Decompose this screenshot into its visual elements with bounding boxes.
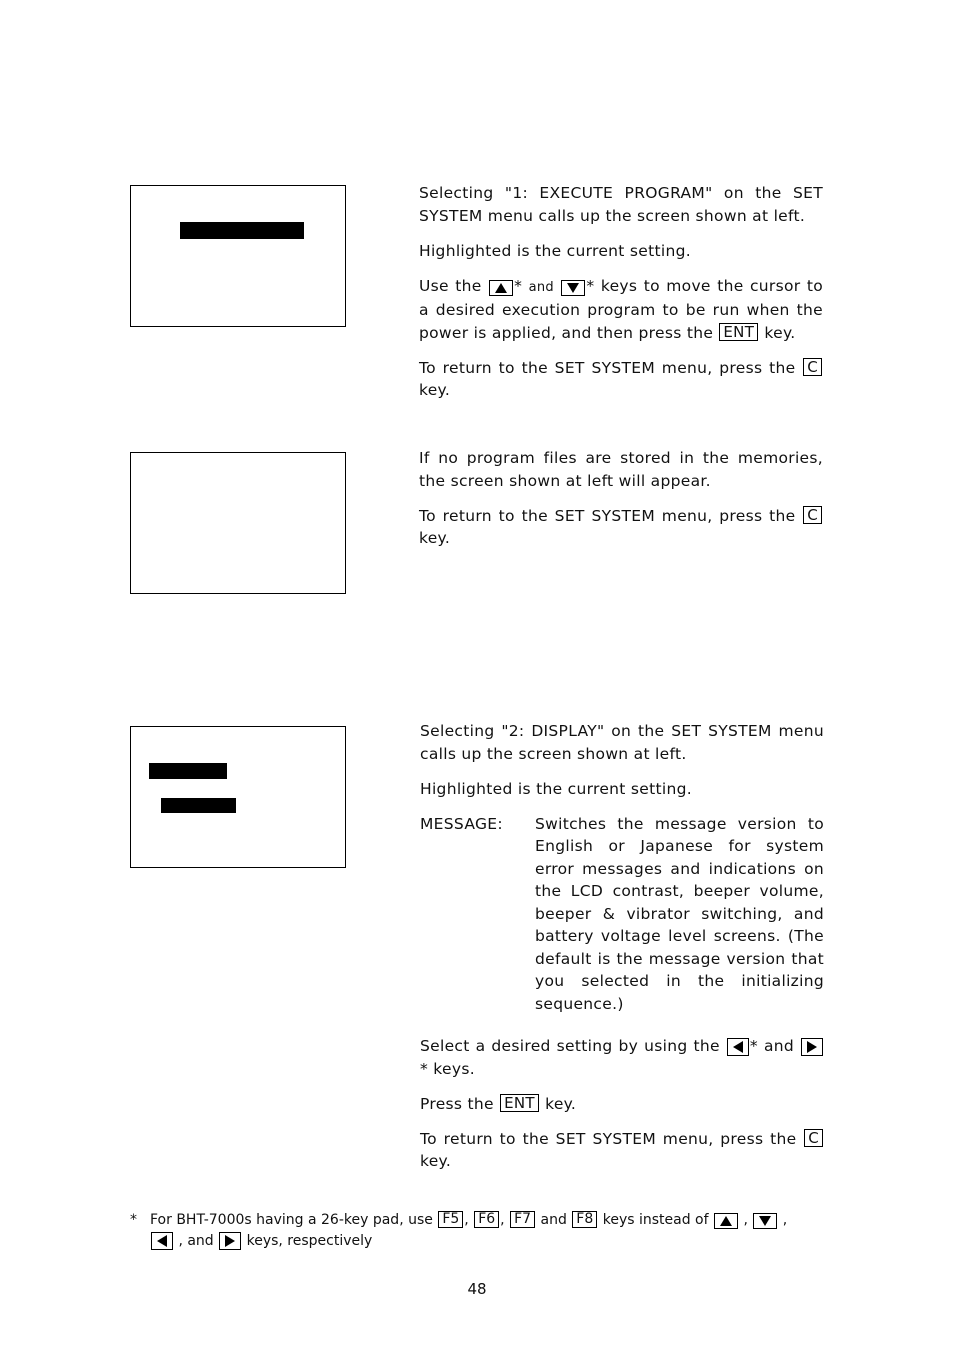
paragraph: Highlighted is the current setting. bbox=[420, 779, 692, 798]
right-arrow-key-icon bbox=[801, 1038, 823, 1056]
paragraph: If no program files are stored in the memories, the screen shown at left will appear. bbox=[419, 449, 823, 490]
left-arrow-key-icon bbox=[727, 1038, 749, 1056]
f8-key: F8 bbox=[572, 1211, 597, 1228]
section-display bbox=[420, 720, 824, 1185]
c-key: C bbox=[803, 358, 822, 376]
ent-key: ENT bbox=[719, 323, 758, 341]
page-number: 48 bbox=[467, 1280, 487, 1298]
paragraph: Press the ENT key. bbox=[420, 1093, 577, 1113]
highlight-bar bbox=[149, 763, 227, 779]
paragraph: Selecting "2: DISPLAY" on the SET SYSTEM menu calls up the screen shown at left. bbox=[420, 722, 824, 763]
down-arrow-key-icon bbox=[561, 280, 585, 296]
message-term bbox=[420, 813, 824, 1016]
highlight-bar bbox=[161, 798, 236, 813]
lcd-screen-execute-program bbox=[130, 185, 346, 327]
footnote: * For BHT-7000s having a 26-key pad, use F5 , F6 , F7 and F8 keys instead of , , , and keys, respectively bbox=[130, 1211, 788, 1249]
f5-key: F5 bbox=[438, 1211, 463, 1228]
lcd-screen-no-program bbox=[130, 452, 346, 594]
paragraph: To return to the SET SYSTEM menu, press the C key. bbox=[420, 1128, 824, 1173]
right-arrow-key-icon bbox=[219, 1232, 241, 1250]
highlight-bar bbox=[180, 222, 304, 239]
paragraph: Highlighted is the current setting. bbox=[419, 241, 691, 260]
c-key: C bbox=[804, 1129, 823, 1147]
c-key: C bbox=[803, 506, 822, 524]
section-execute-program bbox=[419, 182, 823, 414]
ent-key: ENT bbox=[500, 1094, 539, 1112]
section-no-program bbox=[419, 447, 823, 562]
paragraph: To return to the SET SYSTEM menu, press the Ckey. bbox=[419, 357, 823, 402]
left-arrow-key-icon bbox=[151, 1232, 173, 1250]
footnote-mark: * bbox=[130, 1212, 137, 1228]
f7-key: F7 bbox=[510, 1211, 535, 1228]
down-arrow-key-icon bbox=[753, 1213, 777, 1229]
term-label: MESSAGE: bbox=[420, 814, 503, 833]
up-arrow-key-icon bbox=[714, 1213, 738, 1229]
f6-key: F6 bbox=[474, 1211, 499, 1228]
paragraph: To return to the SET SYSTEM menu, press the C key. bbox=[419, 505, 823, 550]
paragraph: Use the * and * keys to move the cursor to a desired execution program to be run when the power is applied, and then press the ENT key. bbox=[419, 276, 824, 342]
lcd-screen-display bbox=[130, 726, 346, 868]
paragraph: Selecting "1: EXECUTE PROGRAM" on the SET SYSTEM menu calls up the screen shown at left. bbox=[419, 184, 823, 225]
up-arrow-key-icon bbox=[489, 280, 513, 296]
term-description: Switches the message version to English or Japanese for system error messages and indications on the LCD contrast, beeper volume, beeper & vibrator switching, and battery voltage level screens. (The default is the message version that you selected in the initializing sequence.) bbox=[535, 814, 824, 1013]
paragraph: Select a desired setting by using the * and * keys. bbox=[420, 1035, 824, 1080]
